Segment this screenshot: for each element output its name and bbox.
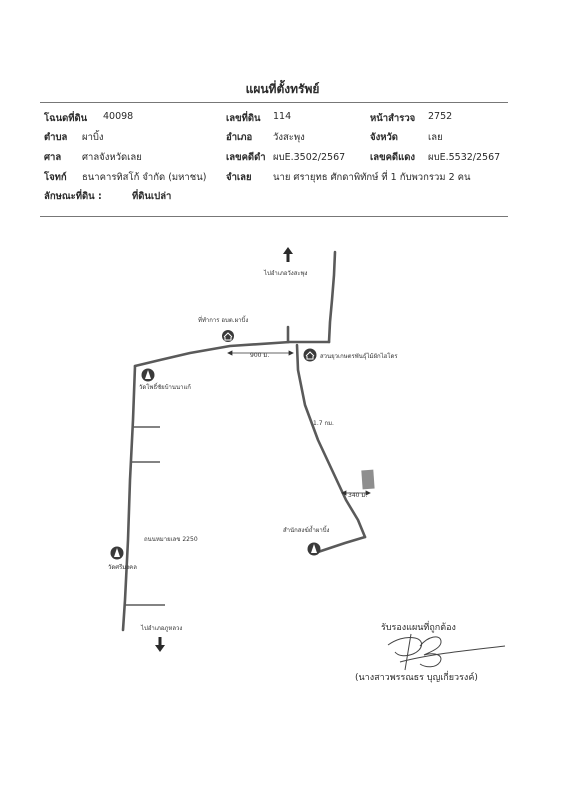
- subdistrict-value: ผาบิ้ง: [82, 132, 104, 143]
- north-arrow-icon: [283, 247, 293, 262]
- office-icon: [222, 330, 234, 342]
- temple2-label: วัดศรีมงคล: [108, 564, 137, 571]
- monastery-label: สำนักสงฆ์ถ้ำผาบิ้ง: [283, 527, 330, 534]
- certify-text: รับรองแผนที่ถูกต้อง: [381, 623, 456, 633]
- court-value: ศาลจังหวัดเลย: [82, 152, 142, 163]
- survey-page-value: 2752: [428, 111, 453, 122]
- red-case-label: เลขคดีแดง: [370, 152, 416, 163]
- defendant-value: นาย ศรายุทธ ศักดาพิทักษ์ ที่ 1 กับพวกรวม 2 คน: [273, 172, 471, 183]
- south-label: ไปอำเภอภูหลวง: [141, 625, 183, 632]
- plaintiff-value: ธนาคารทิสโก้ จำกัด (มหาชน): [82, 172, 207, 183]
- district-value: วังสะพุง: [273, 132, 305, 143]
- plaintiff-label: โจทก์: [44, 172, 67, 183]
- district-label: อำเภอ: [226, 132, 253, 143]
- road-monastery: [318, 537, 365, 552]
- garden-label: สวนยุวเกษตรพันธุ์ไม้ผักไฮโดร: [320, 353, 398, 360]
- red-case-value: ผบE.5532/2567: [428, 152, 501, 163]
- province-value: เลย: [428, 132, 443, 143]
- signature: [388, 634, 505, 670]
- road-highway: [123, 366, 135, 630]
- temple-icon-2: [111, 547, 124, 560]
- signer-name: (นางสาวพรรณธร บุญเกี่ยวรงค์): [355, 673, 478, 683]
- land-type-value: ที่ดินเปล่า: [132, 191, 172, 202]
- black-case-value: ผบE.3502/2567: [273, 152, 346, 163]
- dist-340-label: 340 ม.: [348, 492, 368, 499]
- monastery-icon: [308, 543, 321, 556]
- deed-label: โฉนดที่ดิน: [44, 113, 88, 124]
- land-no-value: 114: [273, 111, 292, 122]
- office-label: ที่ทำการ อบต.ผาบิ้ง: [198, 317, 249, 324]
- deed-value: 40098: [103, 111, 134, 122]
- subdistrict-label: ตำบล: [44, 132, 68, 143]
- dist-900-label: 900 ม.: [250, 352, 270, 359]
- dist-17-label: 1.7 กม.: [313, 420, 334, 427]
- land-no-label: เลขที่ดิน: [226, 113, 261, 124]
- road-north: [329, 252, 335, 342]
- court-label: ศาล: [44, 152, 62, 163]
- page-title: แผนที่ตั้งทรัพย์: [245, 82, 320, 96]
- garden-house-icon: [304, 349, 317, 362]
- province-label: จังหวัด: [370, 132, 398, 143]
- land-type-label: ลักษณะที่ดิน :: [44, 191, 102, 202]
- temple-icon-1: [142, 369, 155, 382]
- defendant-label: จำเลย: [226, 172, 252, 183]
- highway-label: ถนนหมายเลข 2250: [144, 536, 198, 543]
- north-label: ไปอำเภอวังสะพุง: [264, 270, 308, 277]
- temple1-label: วัดโพธิ์ชัยบ้านนาแก้: [139, 384, 191, 391]
- black-case-label: เลขคดีดำ: [226, 152, 266, 163]
- target-plot: [361, 470, 374, 490]
- south-arrow-icon: [155, 637, 165, 652]
- survey-page-label: หน้าสำรวจ: [370, 113, 416, 124]
- road-southeast: [297, 345, 368, 537]
